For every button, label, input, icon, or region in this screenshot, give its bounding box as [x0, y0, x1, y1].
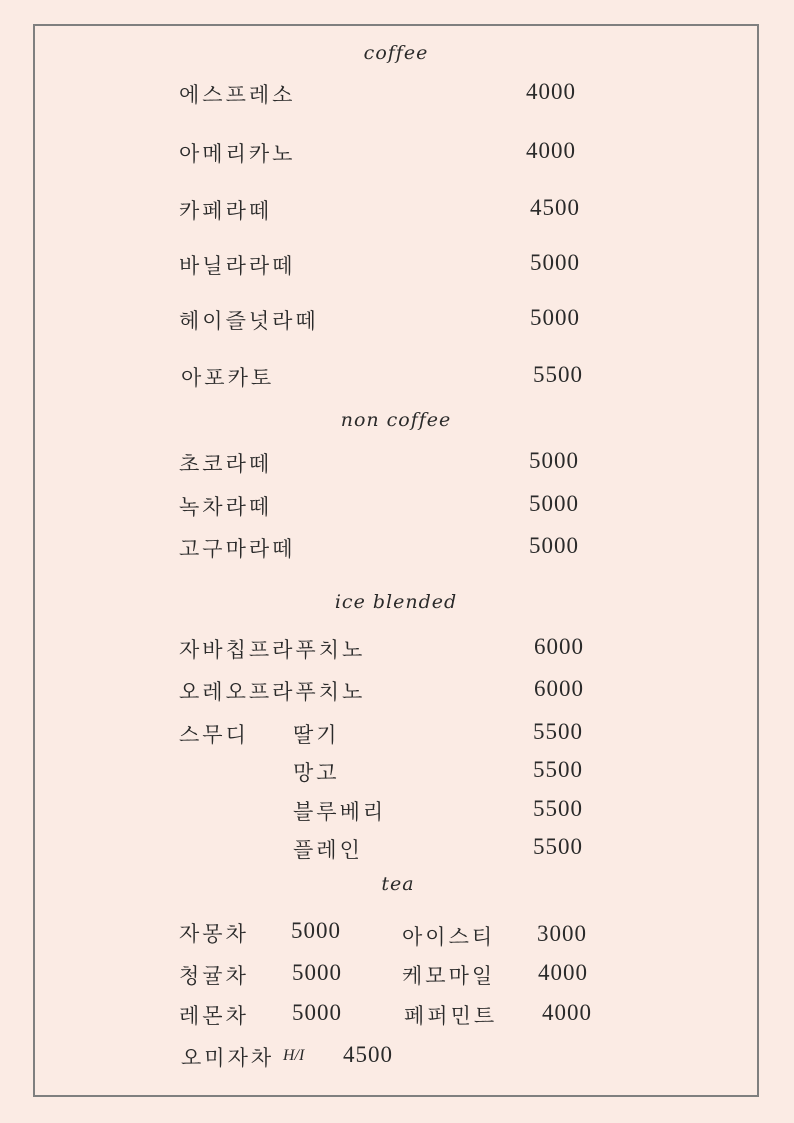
tea-item-name: 자몽차 [179, 922, 249, 946]
menu-item-name: 고구마라떼 [179, 537, 296, 561]
menu-item-name: 녹차라떼 [179, 495, 273, 519]
menu-item-name: 카페라떼 [179, 199, 273, 223]
menu-item-price: 5000 [529, 491, 579, 516]
menu-item-price: 4000 [526, 138, 576, 163]
tea-item-name: 오미자차 [181, 1046, 275, 1070]
menu-item-name: 자바칩프라푸치노 [179, 638, 366, 662]
tea-item-price: 3000 [537, 921, 587, 946]
tea-item-name: 레몬차 [179, 1004, 249, 1028]
hot-ice-tag: H/I [283, 1047, 305, 1064]
tea-item-price: 5000 [292, 960, 342, 985]
smoothie-flavor-name: 블루베리 [293, 800, 387, 824]
menu-item-name: 오레오프라푸치노 [179, 680, 366, 704]
smoothie-flavor-price: 5500 [533, 719, 583, 744]
menu-frame [33, 24, 759, 1097]
menu-item-price: 4500 [530, 195, 580, 220]
smoothie-flavor-price: 5500 [533, 757, 583, 782]
menu-item-name: 바닐라라떼 [179, 254, 296, 278]
smoothie-label: 스무디 [179, 723, 249, 747]
menu-item-price: 5000 [529, 533, 579, 558]
smoothie-flavor-name: 망고 [293, 761, 340, 785]
tea-item-price: 5000 [291, 918, 341, 943]
tea-item-name: 페퍼민트 [404, 1004, 498, 1028]
tea-item-price: 5000 [292, 1000, 342, 1025]
tea-item-price: 4000 [542, 1000, 592, 1025]
smoothie-flavor-price: 5500 [533, 796, 583, 821]
section-heading-coffee: coffee [363, 42, 429, 64]
smoothie-flavor-name: 딸기 [293, 723, 340, 747]
smoothie-flavor-name: 플레인 [293, 838, 363, 862]
tea-item-price: 4500 [343, 1042, 393, 1067]
menu-item-price: 5000 [530, 250, 580, 275]
menu-item-name: 아포카토 [181, 366, 275, 390]
menu-item-price: 6000 [534, 634, 584, 659]
tea-item-name: 청귤차 [179, 964, 249, 988]
menu-item-name: 초코라떼 [179, 452, 273, 476]
smoothie-flavor-price: 5500 [533, 834, 583, 859]
tea-item-name: 아이스티 [402, 925, 496, 949]
menu-item-price: 5000 [530, 305, 580, 330]
tea-item-name: 케모마일 [402, 964, 496, 988]
menu-item-price: 5000 [529, 448, 579, 473]
menu-item-name: 헤이즐넛라떼 [179, 309, 319, 333]
section-heading-non-coffee: non coffee [340, 409, 452, 431]
section-heading-ice-blended: ice blended [334, 591, 458, 613]
menu-item-price: 4000 [526, 79, 576, 104]
menu-item-name: 아메리카노 [179, 142, 296, 166]
menu-item-name: 에스프레소 [179, 83, 296, 107]
tea-item-price: 4000 [538, 960, 588, 985]
menu-item-price: 5500 [533, 362, 583, 387]
menu-item-price: 6000 [534, 676, 584, 701]
section-heading-tea: tea [381, 873, 415, 895]
